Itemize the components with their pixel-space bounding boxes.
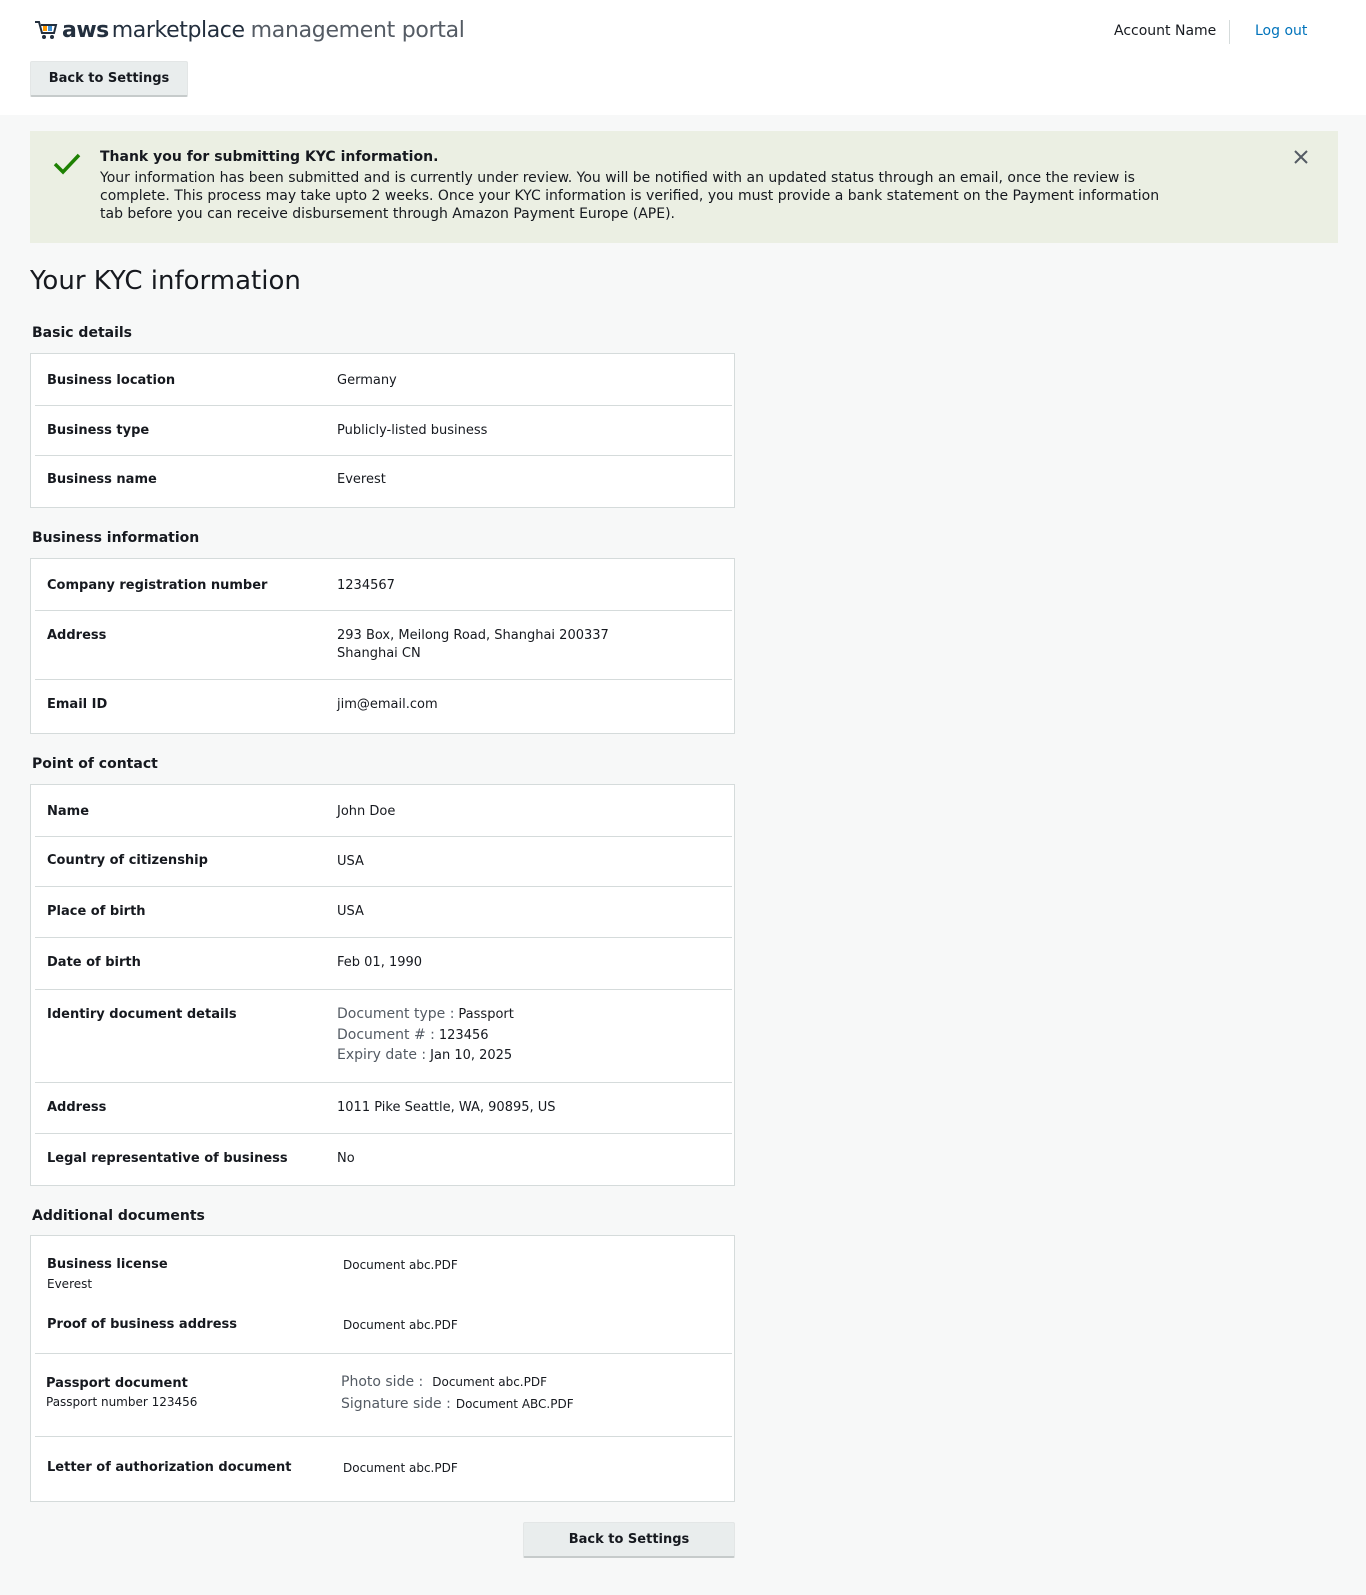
document-number: [337, 1027, 489, 1043]
business-address-line2: Shanghai CN: [337, 646, 421, 661]
place-of-birth-label: Place of birth: [47, 904, 146, 919]
date-of-birth-label: Date of birth: [47, 955, 141, 970]
place-of-birth-value: USA: [337, 904, 364, 919]
document-type: [337, 1006, 514, 1022]
section-title-contact: Point of contact: [32, 756, 158, 772]
point-of-contact-card: [30, 784, 735, 1186]
registration-value: 1234567: [337, 578, 395, 593]
row-citizenship: [35, 837, 732, 887]
flash-body: Your information has been submitted and is currently under review. You will be notified with an updated status through an email, once the review is complete. This process may take upto 2 weeks. Once your KYC information is verified, you must provide a bank statement on the Payment information tab before you can receive disbursement through Amazon Payment Europe (APE).: [100, 170, 1160, 222]
document-expiry-value: Jan 10, 2025: [430, 1048, 513, 1063]
email-value: jim@email.com: [337, 697, 438, 712]
contact-address-value: 1011 Pike Seattle, WA, 90895, US: [337, 1100, 556, 1115]
business-type-label: Business type: [47, 423, 150, 438]
section-title-documents: Additional documents: [32, 1208, 205, 1224]
passport-document-label: Passport document: [46, 1376, 188, 1391]
signature-side-file-link[interactable]: Document ABC.PDF: [455, 1397, 574, 1411]
row-business-license-and-proof: [35, 1236, 732, 1354]
row-identity-document: [35, 990, 732, 1083]
account-name[interactable]: Account Name: [1114, 23, 1217, 39]
row-date-of-birth: [35, 938, 732, 990]
flash-title: Thank you for submitting KYC information.: [100, 149, 439, 165]
date-of-birth-value: Feb 01, 1990: [337, 955, 423, 970]
logo-marketplace-text: marketplace: [111, 17, 245, 43]
logout-link[interactable]: Log out: [1255, 23, 1308, 39]
success-check-icon: [52, 151, 82, 177]
business-license-file-link[interactable]: Document abc.PDF: [343, 1258, 458, 1272]
signature-side-key: Signature side :: [341, 1396, 451, 1412]
citizenship-value: USA: [337, 854, 364, 869]
page-title: Your KYC information: [30, 266, 301, 296]
row-registration: [35, 559, 732, 611]
document-expiry: [337, 1047, 512, 1063]
business-name-label: Business name: [47, 472, 157, 487]
row-contact-address: [35, 1083, 732, 1134]
business-address-line1: 293 Box, Meilong Road, Shanghai 200337: [337, 628, 609, 643]
document-type-key: Document type :: [337, 1006, 455, 1022]
email-label: Email ID: [47, 697, 108, 712]
logo-aws-text: aws: [62, 17, 109, 43]
photo-side-file-link[interactable]: Document abc.PDF: [432, 1375, 547, 1389]
business-type-value: Publicly-listed business: [337, 423, 488, 438]
citizenship-label: Country of citizenship: [47, 853, 208, 868]
row-business-name: [35, 456, 732, 508]
close-icon[interactable]: [1293, 149, 1309, 165]
business-name-value: Everest: [337, 472, 386, 487]
header: [0, 0, 1366, 115]
row-legal-representative: [35, 1134, 732, 1186]
header-divider: [1229, 20, 1230, 44]
section-title-basic: Basic details: [32, 325, 133, 341]
row-business-address: [35, 611, 732, 680]
document-expiry-key: Expiry date :: [337, 1047, 427, 1063]
business-info-card: [30, 558, 735, 734]
name-value: John Doe: [337, 804, 396, 819]
logo[interactable]: [34, 15, 465, 45]
additional-documents-card: [30, 1235, 735, 1502]
business-address-label: Address: [47, 628, 107, 643]
contact-address-label: Address: [47, 1100, 107, 1115]
photo-side: [341, 1374, 547, 1390]
letter-of-authorization-file-link[interactable]: Document abc.PDF: [343, 1461, 458, 1475]
document-type-value: Passport: [458, 1007, 514, 1022]
document-number-key: Document # :: [337, 1027, 435, 1043]
legal-representative-label: Legal representative of business: [47, 1151, 288, 1166]
business-location-label: Business location: [47, 373, 176, 388]
identity-document-label: Identiry document details: [47, 1007, 237, 1022]
photo-side-key: Photo side :: [341, 1374, 424, 1390]
cart-logo-icon: [34, 19, 58, 41]
business-license-label: Business license: [47, 1257, 168, 1272]
basic-details-card: [30, 353, 735, 508]
row-name: [35, 785, 732, 837]
back-to-settings-button-bottom[interactable]: Back to Settings: [523, 1522, 735, 1558]
section-title-business: Business information: [32, 530, 200, 546]
business-license-sublabel: Everest: [47, 1277, 93, 1291]
signature-side: [341, 1396, 574, 1412]
row-business-location: [35, 354, 732, 406]
registration-label: Company registration number: [47, 578, 268, 593]
back-to-settings-button[interactable]: Back to Settings: [30, 61, 188, 97]
row-place-of-birth: [35, 887, 732, 938]
letter-of-authorization-label: Letter of authorization document: [47, 1460, 292, 1475]
business-location-value: Germany: [337, 373, 397, 388]
row-passport-document: [35, 1354, 732, 1437]
document-number-value: 123456: [438, 1028, 489, 1043]
proof-of-address-file-link[interactable]: Document abc.PDF: [343, 1318, 458, 1332]
name-label: Name: [47, 804, 90, 819]
proof-of-address-label: Proof of business address: [47, 1317, 238, 1332]
row-letter-of-authorization: [35, 1437, 732, 1502]
row-business-type: [35, 406, 732, 456]
passport-number-sublabel: Passport number 123456: [46, 1395, 198, 1409]
success-flashbar: [30, 131, 1338, 243]
legal-representative-value: No: [337, 1151, 355, 1166]
row-email: [35, 680, 732, 734]
logo-portal-text: management portal: [250, 17, 465, 43]
